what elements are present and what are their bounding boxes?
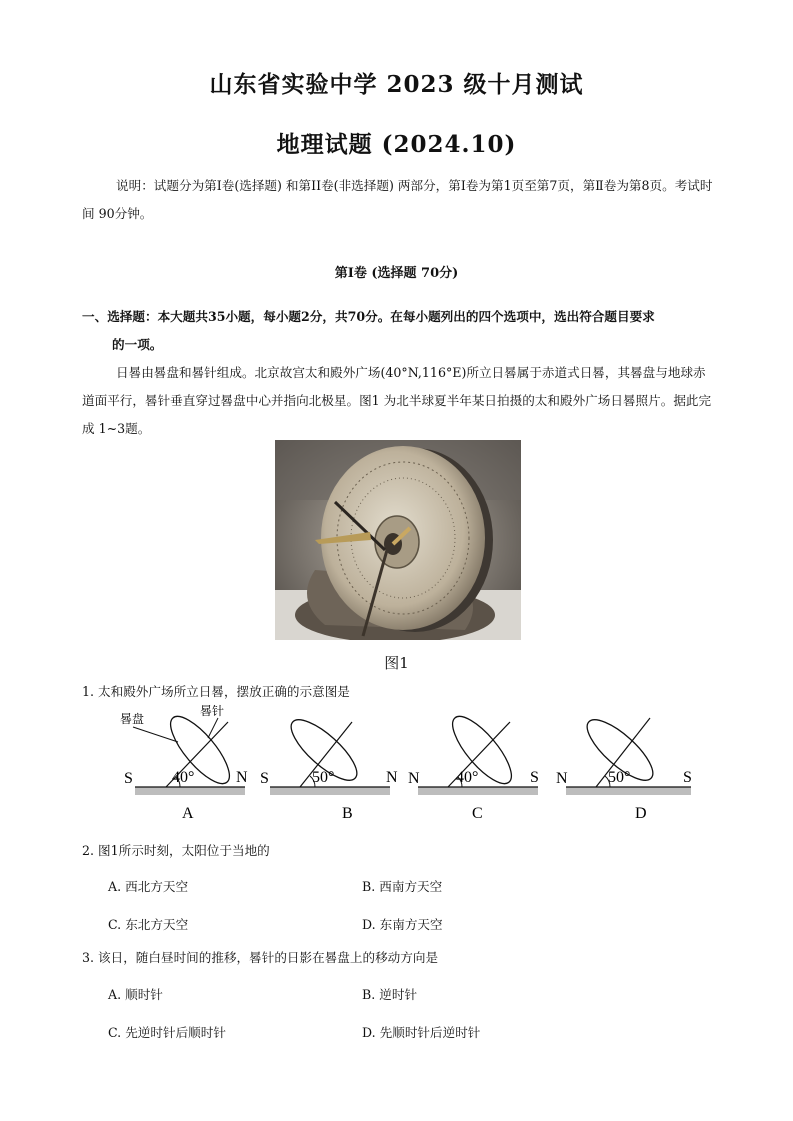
- diagram-a: [120, 703, 248, 822]
- diagram-b-angle: 50°: [312, 769, 335, 786]
- diagram-b-left: S: [260, 770, 269, 787]
- diagram-b-letter: B: [342, 805, 353, 822]
- diagram-d-left: N: [556, 770, 568, 787]
- question-2-option-d[interactable]: D. 东南方天空: [362, 917, 443, 932]
- exam-title: 山东省实验中学 2023 级十月测试: [209, 71, 584, 98]
- diagram-d: [556, 711, 692, 822]
- diagram-d-letter: D: [635, 805, 647, 822]
- question-2-option-b[interactable]: B. 西南方天空: [362, 879, 443, 894]
- diagram-c-angle: 40°: [456, 769, 479, 786]
- diagram-d-angle: 50°: [608, 769, 631, 786]
- diagram-b-right: N: [386, 769, 398, 786]
- figure-caption: 图1: [384, 654, 409, 672]
- diagram-c-left: N: [408, 770, 420, 787]
- sundial-photo: [275, 440, 521, 640]
- question-2-option-c[interactable]: C. 东北方天空: [108, 917, 189, 932]
- part-heading-continued: 的一项。: [112, 337, 163, 352]
- diagram-c-letter: C: [472, 805, 483, 822]
- diagram-a-angle: 40°: [172, 769, 195, 786]
- question-3-option-c[interactable]: C. 先逆时针后顺时针: [108, 1025, 226, 1040]
- question-2-option-a[interactable]: A. 西北方天空: [108, 879, 189, 894]
- question-1-stem: 1. 太和殿外广场所立日晷，摆放正确的示意图是: [82, 684, 350, 699]
- diagram-a-left: S: [124, 770, 133, 787]
- exam-subtitle: 地理试题 (2024.10): [276, 131, 517, 158]
- diagram-b: [260, 711, 398, 822]
- diagram-c-right: S: [530, 769, 539, 786]
- disc-label: 晷盘: [120, 712, 145, 726]
- diagram-a-right: N: [236, 769, 248, 786]
- question-2-stem: 2. 图1所示时刻，太阳位于当地的: [82, 843, 270, 858]
- part-heading: 一、选择题：本大题共35小题，每小题2分，共70分。在每小题列出的四个选项中，选出符合题目要求: [82, 309, 655, 324]
- question-3-option-a[interactable]: A. 顺时针: [108, 987, 163, 1002]
- needle-label: 晷针: [200, 704, 225, 718]
- exam-instructions: 说明：试题分为第Ⅰ卷(选择题) 和第II卷(非选择题) 两部分，第Ⅰ卷为第1页至第7页，第Ⅱ卷为第8页。考试时间 90分钟。: [82, 178, 713, 221]
- section-title: 第Ⅰ卷 (选择题 70分): [334, 266, 459, 281]
- diagram-a-letter: A: [182, 805, 194, 822]
- question-1-diagrams: [100, 700, 700, 830]
- question-3-option-b[interactable]: B. 逆时针: [362, 987, 418, 1002]
- question-3-option-d[interactable]: D. 先顺时针后逆时针: [362, 1025, 481, 1040]
- question-intro: 日晷由晷盘和晷针组成。北京故宫太和殿外广场(40°N,116°E)所立日晷属于赤道式日晷，其晷盘与地球赤道面平行，晷针垂直穿过晷盘中心并指向北极星。图1 为北半球夏半年某日拍摄的太和殿外广场日晷照片。据此完成 1~3题。: [82, 365, 712, 436]
- diagram-c: [408, 708, 539, 822]
- diagram-d-right: S: [683, 769, 692, 786]
- question-3-stem: 3. 该日，随白昼时间的推移，晷针的日影在晷盘上的移动方向是: [82, 950, 439, 965]
